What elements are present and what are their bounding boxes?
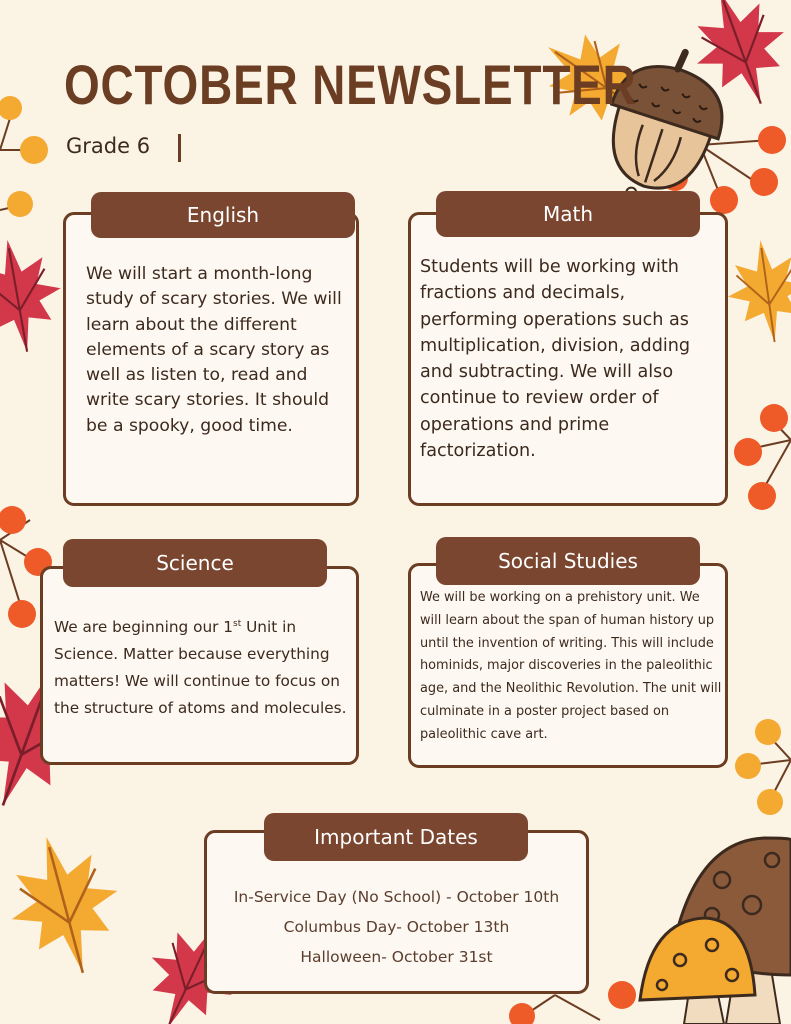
maple-leaf-icon (721, 235, 791, 348)
english-line: well as listen to, read and (86, 365, 308, 386)
english-body (86, 262, 342, 439)
social-studies-line: culminate in a poster project based on (420, 703, 670, 719)
english-line: be a spooky, good time. (86, 415, 293, 436)
berry-icon (735, 753, 761, 779)
math-line: fractions and decimals, (420, 283, 626, 304)
math-line: factorization. (420, 441, 536, 462)
berry-icon (757, 789, 783, 815)
math-line: continue to review order of (420, 388, 659, 409)
berry-branch-icon (525, 995, 600, 1020)
science-heading: Science (63, 539, 327, 587)
science-line: the structure of atoms and molecules. (54, 699, 347, 718)
math-line: performing operations such as (420, 309, 689, 330)
berry-icon (20, 136, 48, 164)
berry-icon (8, 600, 36, 628)
math-line: operations and prime (420, 414, 610, 435)
important-dates-heading: Important Dates (264, 813, 528, 861)
english-heading: English (91, 192, 355, 238)
math-body (420, 254, 690, 464)
berry-icon (608, 981, 636, 1009)
english-line: We will start a month-long (86, 264, 313, 284)
maple-leaf-icon (0, 232, 71, 359)
science-line: matters! We will continue to focus on (54, 672, 340, 691)
berry-icon (7, 191, 33, 217)
social-studies-line: age, and the Neolithic Revolution. The unit will (420, 681, 722, 697)
berry-icon (734, 438, 762, 466)
social-studies-line: until the invention of writing. This will include (420, 635, 714, 651)
date-item: Halloween- October 31st (300, 948, 493, 966)
date-item: Columbus Day- October 13th (283, 918, 510, 936)
berry-icon (0, 96, 22, 120)
social-studies-line: hominids, major discoveries in the paleolithic (420, 658, 713, 674)
berry-icon (509, 1003, 535, 1024)
math-line: Students will be working with (420, 257, 679, 277)
berry-icon (710, 186, 738, 214)
newsletter-title: OCTOBER NEWSLETTER (64, 53, 637, 116)
berry-icon (755, 719, 781, 745)
math-heading: Math (436, 191, 700, 237)
science-body (54, 611, 346, 722)
science-line: Science. Matter because everything (54, 645, 330, 664)
maple-leaf-icon (0, 823, 136, 987)
berry-icon (750, 168, 778, 196)
math-line: and subtracting. We will also (420, 362, 674, 383)
berry-icon (748, 482, 776, 510)
social-studies-line: will learn about the span of human history up (420, 612, 715, 628)
social-studies-line: paleolithic cave art. (420, 726, 548, 742)
date-item: In-Service Day (No School) - October 10th (233, 888, 560, 906)
english-line: learn about the different (86, 314, 297, 335)
social-studies-body (420, 587, 721, 747)
science-line: We are beginning our 1st Unit in (54, 618, 297, 637)
english-line: write scary stories. It should (86, 390, 330, 411)
english-line: elements of a scary story as (86, 339, 330, 360)
grade-label: Grade 6 (66, 134, 151, 158)
english-line: study of scary stories. We will (86, 289, 342, 310)
social-studies-heading: Social Studies (436, 537, 700, 585)
math-line: multiplication, division, adding (420, 335, 691, 356)
social-studies-line: We will be working on a prehistory unit. We (420, 590, 700, 605)
important-dates-body (204, 882, 589, 972)
grade-divider (178, 134, 181, 162)
berry-icon (0, 506, 26, 534)
berry-icon (758, 126, 786, 154)
berry-icon (760, 404, 788, 432)
